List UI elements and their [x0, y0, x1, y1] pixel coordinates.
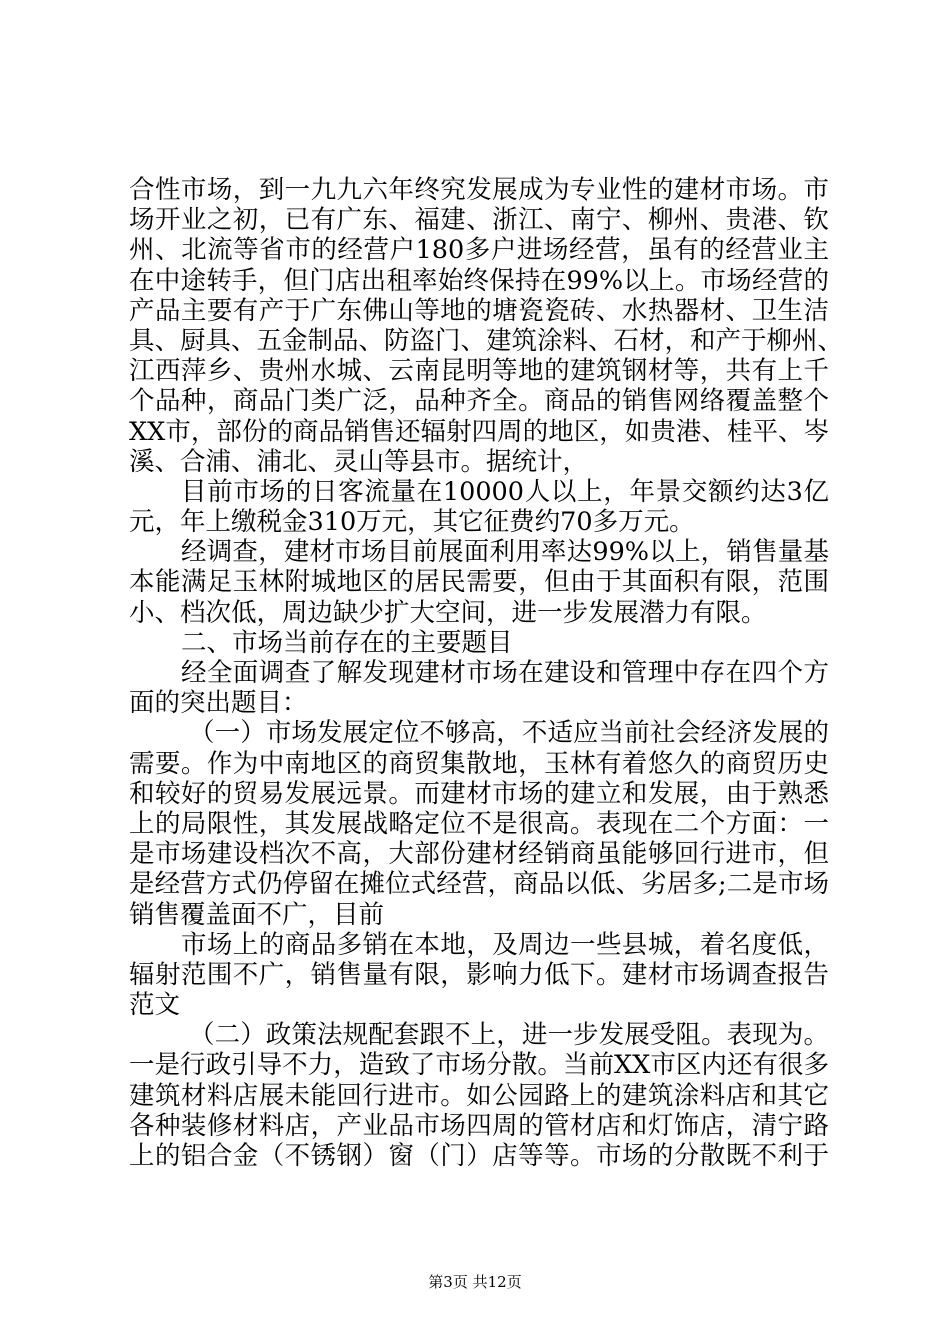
text-line: 经全面调查了解发现建材市场在建设和管理中存在四个方 — [181, 658, 829, 688]
text-line: 销售覆盖面不广，目前 — [129, 899, 385, 930]
text-line: XX市，部份的商品销售还辐射四周的地区，如贵港、桂平、岑 — [129, 416, 829, 447]
text-line: 和较好的贸易发展远景。而建材市场的建立和发展，由于熟悉 — [129, 778, 829, 809]
text-line: 在中途转手，但门店出租率始终保持在99%以上。市场经营的 — [129, 265, 829, 296]
text-line: 各种装修材料店，产业品市场四周的管材店和灯饰店，清宁路 — [129, 1110, 829, 1141]
text-line: （一）市场发展定位不够高，不适应当前社会经济发展的 — [189, 718, 829, 749]
text-line: 是市场建设档次不高，大部份建材经销商虽能够回行进市，但 — [129, 839, 829, 870]
text-line: 面的突出题目： — [129, 688, 308, 719]
text-line: 辐射范围不广，销售量有限，影响力低下。建材市场调查报告 — [129, 959, 829, 990]
text-line: 上的局限性，其发展战略定位不是很高。表现在二个方面：一 — [129, 808, 829, 839]
text-line: 经调查，建材市场目前展面利用率达99%以上，销售量基 — [181, 537, 829, 568]
text-line: 州、北流等省市的经营户180多户进场经营，虽有的经营业主 — [129, 235, 829, 266]
text-line: 市场上的商品多销在本地，及周边一些县城，着名度低， — [181, 929, 829, 960]
text-line: 场开业之初，已有广东、福建、浙江、南宁、柳州、贵港、钦 — [129, 205, 829, 236]
text-line: 本能满足玉林附城地区的居民需要，但由于其面积有限，范围 — [129, 567, 829, 598]
text-line: 合性市场，到一九九六年终究发展成为专业性的建材市场。市 — [129, 175, 829, 205]
text-line: 个品种，商品门类广泛，品种齐全。商品的销售网络覆盖整个 — [129, 386, 829, 417]
text-line: 产品主要有产于广东佛山等地的塘瓷瓷砖、水热器材、卫生洁 — [129, 295, 829, 326]
text-line: 小、档次低，周边缺少扩大空间，进一步发展潜力有限。 — [129, 597, 767, 628]
text-line: 目前市场的日客流量在10000人以上，年景交额约达3亿 — [181, 476, 829, 507]
text-line: 上的铝合金（不锈钢）窗（门）店等等。市场的分散既不利于 — [129, 1141, 829, 1171]
text-line: 需要。作为中南地区的商贸集散地，玉林有着悠久的商贸历史 — [129, 748, 829, 779]
text-line: 范文 — [129, 990, 181, 1021]
page-footer: 第3页 共12页 — [428, 1273, 522, 1291]
body-text — [129, 175, 844, 1171]
text-line: （二）政策法规配套跟不上，进一步发展受阻。表现为。 — [189, 1020, 829, 1051]
text-line: 建筑材料店展未能回行进市。如公园路上的建筑涂料店和其它 — [129, 1080, 829, 1111]
text-line: 一是行政引导不力，造致了市场分散。当前XX市区内还有很多 — [129, 1050, 829, 1081]
text-line: 元，年上缴税金310万元，其它征费约70多万元。 — [129, 507, 695, 538]
text-line: 二、市场当前存在的主要题目 — [181, 627, 513, 658]
text-line: 具、厨具、五金制品、防盗门、建筑涂料、石材，和产于柳州、 — [129, 325, 844, 356]
text-line: 江西萍乡、贵州水城、云南昆明等地的建筑钢材等，共有上千 — [129, 356, 829, 387]
text-line: 是经营方式仍停留在摊位式经营，商品以低、劣居多;二是市场 — [129, 869, 829, 900]
text-line: 溪、合浦、浦北、灵山等县市。据统计， — [129, 446, 589, 477]
